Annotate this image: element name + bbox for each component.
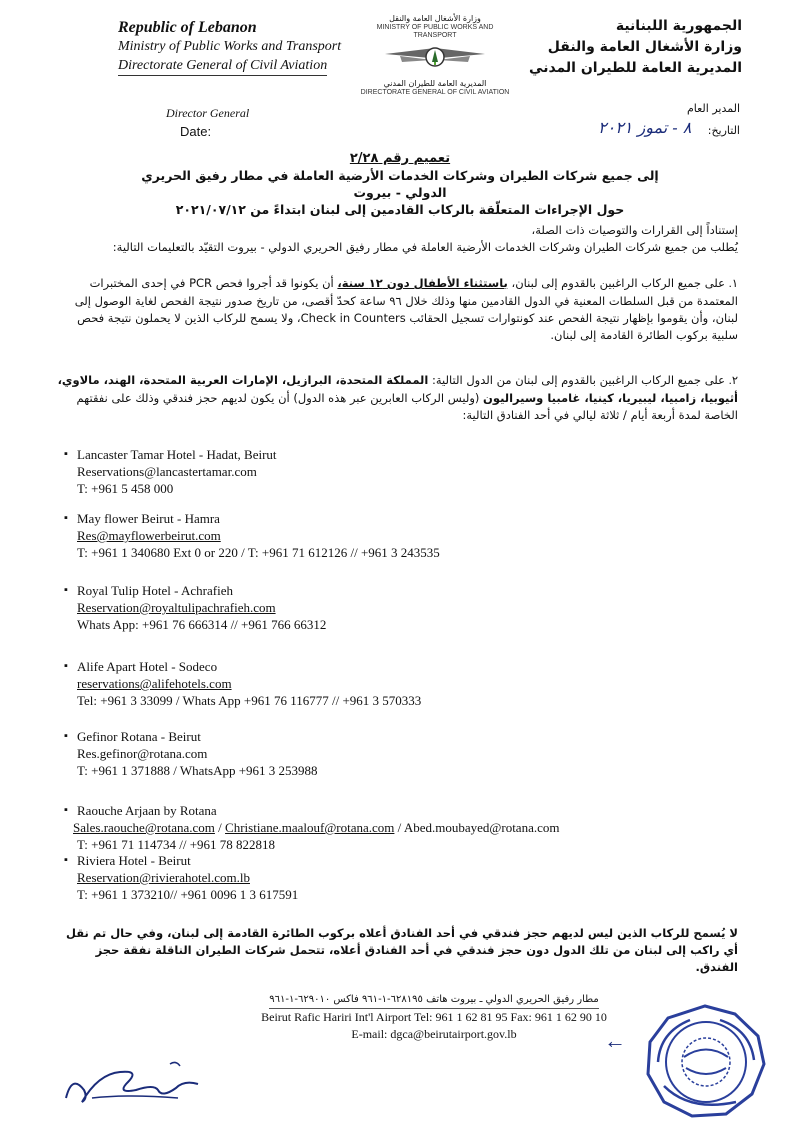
hotel-email: Reservation@rivierahotel.com.lb xyxy=(77,870,250,885)
footer-address-en: Beirut Rafic Hariri Int'l Airport Tel: 961 1 62 81 95 Fax: 961 1 62 90 10 xyxy=(261,1010,607,1024)
hotel-name: ▪ Alife Apart Hotel - Sodeco xyxy=(64,658,724,675)
footer-address-ar: مطار رفيق الحريري الدولي ـ بيروت هاتف ٦٢٨١٩٥-١-٩٦١ فاكس ٦٢٩٠١٠-١-٩٦١ xyxy=(269,991,598,1009)
logo-top-en: MINISTRY OF PUBLIC WORKS AND TRANSPORT xyxy=(376,24,494,39)
hotel-phone: T: +961 1 371888 / WhatsApp +961 3 253988 xyxy=(77,763,318,778)
date-label-en: Date: xyxy=(180,124,212,139)
closing-paragraph xyxy=(58,925,738,976)
hotel-email: Sales.raouche@rotana.com xyxy=(73,820,215,835)
item-text: على جميع الركاب الراغبين بالقدوم إلى لبنان من الدول التالية: xyxy=(431,373,725,387)
hotel-phone: Tel: +961 3 33099 / Whats App +961 76 116777 // +961 3 570333 xyxy=(77,693,422,708)
hotel-email-group: Sales.raouche@rotana.com / Christiane.maalouf@rotana.com / Abed.moubayed@rotana.com xyxy=(73,820,560,835)
item-number: ٢. xyxy=(728,375,738,387)
hotel-name: ▪ Gefinor Rotana - Beirut xyxy=(64,728,724,745)
closing-text: لا يُسمح للركاب الذين ليس لديهم حجز فندقي في أحد الفنادق أعلاه بركوب الطائرة القادمة إلى لبنان، xyxy=(167,926,738,940)
letterhead-en xyxy=(118,18,368,76)
list-item xyxy=(64,658,724,709)
list-item xyxy=(64,802,724,853)
hotel-email: Abed.moubayed@rotana.com xyxy=(403,820,560,835)
wings-emblem-icon xyxy=(380,40,490,74)
list-item xyxy=(64,728,724,779)
hotel-email: Res@mayflowerbeirut.com xyxy=(77,528,221,543)
hotel-name: ▪ Raouche Arjaan by Rotana xyxy=(64,802,724,819)
signature-scribble-icon xyxy=(58,1054,218,1114)
logo-bottom-ar: المديرية العامة للطيران المدني xyxy=(383,79,487,88)
closing-emphasis: وفي حال تم نقل أي راكب إلى لبنان من تلك الدول دون حجز فندقي في أحد الفنادق أعلاه، تتحمل شركات الطيران الناقلة نفقة حجز الفندق. xyxy=(66,926,738,974)
handwritten-date: ٨ - تموز ٢٠٢١ xyxy=(598,118,692,137)
instruction-item-1 xyxy=(48,275,738,344)
country-name-en: Republic of Lebanon xyxy=(118,19,257,36)
circular-subject: حول الإجراءات المتعلّقة بالركاب القادمين إلى لبنان ابتداءً من ٢٠٢١/٠٧/١٢ xyxy=(175,202,625,217)
intro-line-1: إستناداً إلى القرارات والتوصيات ذات الصلة، xyxy=(531,223,738,237)
hotel-name: ▪ May flower Beirut - Hamra xyxy=(64,510,724,527)
list-item xyxy=(64,852,724,903)
item-text: (وليس الركاب العابرين عبر هذه الدول) أن يكون لديهم حجز فندقي وذلك على نفقتهم الخاصة لمدة أربعة أيام / ثلاثة ليالي في أحد الفنادق التالية: xyxy=(76,391,738,422)
item-text: أن يكونوا قد أجروا فحص PCR في إحدى المختبرات المعتمدة من قبل السلطات المعنية في الدول القادمين منها وذلك خلال ٩٦ ساعة كحدّ أقصى، من تاريخ صدور نتيجة الفحص لغاية الوصول إلى لبنان، وأن يقوموا بإظهار نتيجة الفحص عند كونتوارات تسجيل الحقائب Check in Counters، ولا يسمح للركاب الذين لا يحملون نتيجة فحص سلبية بركوب الطائرة القادمة إلى لبنان. xyxy=(74,276,738,342)
country-name-ar: الجمهورية اللبنانية xyxy=(615,18,742,34)
hotel-phone: T: +961 71 114734 // +961 78 822818 xyxy=(77,837,276,852)
hotel-name: ▪ Lancaster Tamar Hotel - Hadat, Beirut xyxy=(64,446,724,463)
hotel-email: Christiane.maalouf@rotana.com xyxy=(225,820,395,835)
instruction-item-2 xyxy=(48,372,738,424)
director-general-label: Director General xyxy=(166,106,250,120)
hotel-name: ▪ Royal Tulip Hotel - Achrafieh xyxy=(64,582,724,599)
footer xyxy=(224,990,644,1043)
directorate-name-en: Directorate General of Civil Aviation xyxy=(118,56,327,76)
footer-email: E-mail: dgca@beirutairport.gov.lb xyxy=(351,1027,517,1041)
hotel-name: ▪ Riviera Hotel - Beirut xyxy=(64,852,724,869)
stamp-seal-icon xyxy=(640,1002,770,1120)
list-item xyxy=(64,446,724,497)
hotel-phone: T: +961 5 458 000 xyxy=(77,481,174,496)
country-list: المملكة المتحدة، البرازيل، الإمارات العربية المتحدة، الهند، مالاوي، أثيوبيا، زامبيا، ليبيريا، كينيا، غامبيا وسيراليون xyxy=(57,373,738,405)
item-text: على جميع الركاب الراغبين بالقدوم إلى لبنان، xyxy=(511,276,725,290)
letterhead-ar xyxy=(482,16,742,79)
logo-bottom-en: DIRECTORATE GENERAL OF CIVIL AVIATION xyxy=(360,89,510,96)
intro-line-2: يُطلب من جميع شركات الطيران وشركات الخدمات الأرضية العاملة في مطار رفيق الحريري الدولي - بيروت التقيّد بالتعليمات التالية: xyxy=(112,240,738,254)
item-number: ١. xyxy=(728,278,738,290)
item-emphasis: باستثناء الأطفال دون ١٢ سنة، xyxy=(337,276,508,290)
official-stamp xyxy=(640,1002,770,1120)
hotel-email: Res.gefinor@rotana.com xyxy=(77,746,208,761)
signature xyxy=(58,1054,218,1114)
intro-paragraph xyxy=(58,222,738,256)
hotel-email: reservations@alifehotels.com xyxy=(77,676,232,691)
arrow-icon: ← xyxy=(604,1028,626,1053)
logo-top-ar: وزارة الأشغال العامة والنقل xyxy=(389,14,481,23)
directorate-name-ar: المديرية العامة للطيران المدني xyxy=(529,60,742,76)
date-label-ar: التاريخ: xyxy=(707,124,740,137)
list-item xyxy=(64,510,724,561)
hotel-email: Reservations@lancastertamar.com xyxy=(77,464,257,479)
hotel-phone: Whats App: +961 76 666314 // +961 766 66312 xyxy=(77,617,327,632)
list-item xyxy=(64,582,724,633)
ministry-name-en: Ministry of Public Works and Transport xyxy=(118,39,342,54)
circular-title xyxy=(120,150,680,218)
director-general-label-ar: المدير العام xyxy=(686,102,740,115)
hotel-email: Reservation@royaltulipachrafieh.com xyxy=(77,600,276,615)
hotel-phone: T: +961 1 340680 Ext 0 or 220 / T: +961 71 612126 // +961 3 243535 xyxy=(77,545,440,560)
hotel-phone: T: +961 1 373210// +961 0096 1 3 617591 xyxy=(77,887,299,902)
ministry-name-ar: وزارة الأشغال العامة والنقل xyxy=(547,39,742,55)
circular-addressee: إلى جميع شركات الطيران وشركات الخدمات الأرضية العاملة في مطار رفيق الحريري الدولي - بيروت xyxy=(141,168,659,200)
circular-number: تعميم رقم ٢/٢٨ xyxy=(349,151,451,166)
